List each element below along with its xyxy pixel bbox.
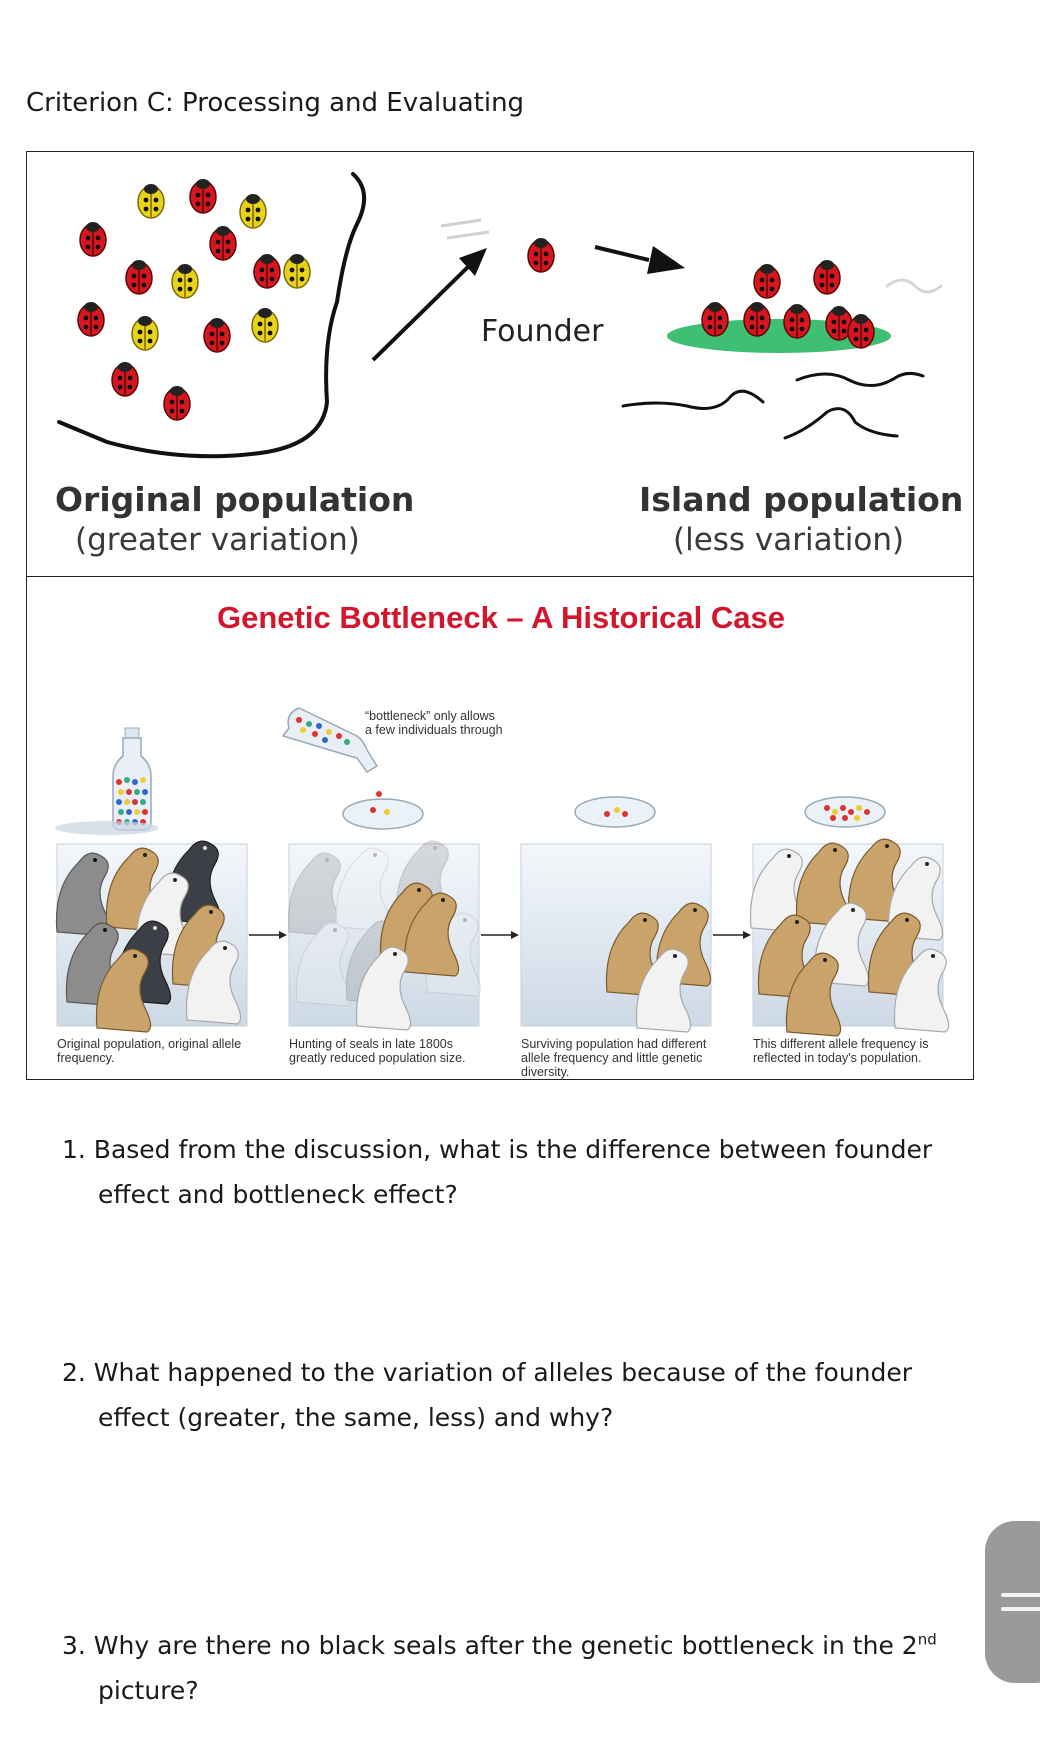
seal-panel-survivors xyxy=(521,844,711,1032)
migration-arrow xyxy=(595,246,685,274)
question-1-line2: effect and bottleneck effect? xyxy=(98,1180,458,1209)
panel-arrow-2 xyxy=(481,931,519,939)
panel-arrow-3 xyxy=(713,931,751,939)
handle-bar-top xyxy=(1001,1593,1040,1597)
original-population-title: Original population xyxy=(55,480,415,519)
founder-beetle xyxy=(528,238,554,272)
question-1 xyxy=(62,1127,962,1217)
question-2-line1: 2. What happened to the variation of alleles because of the founder xyxy=(62,1358,913,1387)
side-panel-handle[interactable] xyxy=(985,1521,1040,1683)
bottle-icon xyxy=(55,728,159,835)
island-population-subtitle: (less variation) xyxy=(673,522,905,558)
seal-panel-original xyxy=(56,841,247,1032)
island xyxy=(667,260,891,353)
question-2-line2: effect (greater, the same, less) and why? xyxy=(98,1403,614,1432)
bottleneck-title: Genetic Bottleneck – A Historical Case xyxy=(217,600,785,635)
figure-divider xyxy=(27,576,973,577)
caption-survivors: Surviving population had different allele frequency and little genetic diversity. xyxy=(521,1037,707,1079)
panel-arrow-1 xyxy=(249,931,287,939)
question-2 xyxy=(62,1350,962,1440)
island-population-title: Island population xyxy=(639,480,964,519)
waves xyxy=(623,280,941,438)
question-3-line2: picture? xyxy=(98,1676,199,1706)
seal-panel-today xyxy=(750,839,948,1036)
petri-dish-3 xyxy=(805,797,885,827)
bottleneck-note: “bottleneck” only allows a few individuals through xyxy=(365,709,503,737)
handle-bar-bottom xyxy=(1001,1607,1040,1611)
tipped-bottle-icon xyxy=(283,708,377,772)
founder-label: Founder xyxy=(481,314,604,349)
figure-box xyxy=(26,151,974,1080)
original-population-beetles xyxy=(78,179,310,420)
petri-dish-1 xyxy=(343,791,423,829)
question-3-line1: 3. Why are there no black seals after the genetic bottleneck in the 2nd xyxy=(62,1631,937,1661)
caption-today: This different allele frequency is reflected in today's population. xyxy=(753,1037,929,1065)
caption-hunting: Hunting of seals in late 1800s greatly reduced population size. xyxy=(289,1037,466,1065)
caption-original: Original population, original allele frequency. xyxy=(57,1037,242,1065)
page-heading: Criterion C: Processing and Evaluating xyxy=(26,88,525,118)
founder-arrow xyxy=(373,220,489,360)
ordinal-superscript: nd xyxy=(917,1631,937,1649)
original-population-subtitle: (greater variation) xyxy=(75,522,360,558)
original-population-boundary xyxy=(59,174,364,456)
question-1-line1: 1. Based from the discussion, what is the difference between founder xyxy=(62,1135,933,1164)
seal-panel-hunting xyxy=(288,841,480,1030)
petri-dish-2 xyxy=(575,797,655,827)
question-3 xyxy=(62,1618,962,1713)
